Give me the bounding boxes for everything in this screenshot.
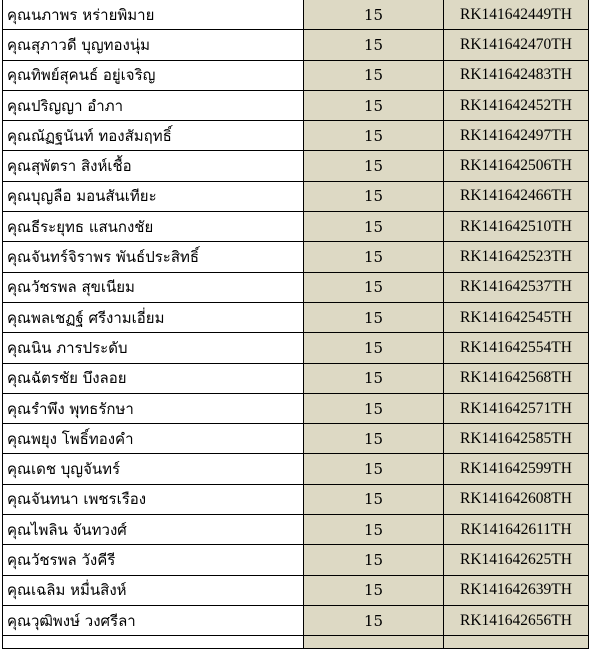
recipient-name-cell: คุณพลเชฏฐ์ ศรีงามเอี่ยม (3, 302, 304, 332)
quantity-cell: 15 (304, 363, 444, 393)
tracking-number-cell: RK141642470TH (444, 30, 589, 60)
tracking-sheet (2, 0, 588, 649)
table-row (3, 302, 589, 332)
table-row (3, 424, 589, 454)
table-row (3, 0, 589, 30)
quantity-cell: 15 (304, 515, 444, 545)
quantity-cell: 15 (304, 454, 444, 484)
quantity-cell: 15 (304, 545, 444, 575)
table-row (3, 454, 589, 484)
table-row (3, 60, 589, 90)
tracking-number-cell: RK141642611TH (444, 515, 589, 545)
tracking-number-cell: RK141642639TH (444, 575, 589, 605)
recipient-name-cell: คุณวุฒิพงษ์ วงศรีลา (3, 605, 304, 635)
recipient-name-cell: คุณณัฏฐนันท์ ทองสัมฤทธิ์ (3, 121, 304, 151)
table-row (3, 575, 589, 605)
tracking-number-cell: RK141642568TH (444, 363, 589, 393)
tracking-number-cell: RK141642537TH (444, 272, 589, 302)
tracking-number-cell: RK141642483TH (444, 60, 589, 90)
tracking-number-cell: RK141642656TH (444, 605, 589, 635)
table-row (3, 212, 589, 242)
tracking-number-cell: RK141642506TH (444, 151, 589, 181)
recipient-name-cell: คุณวัชรพล วังคีรี (3, 545, 304, 575)
recipient-name-cell: คุณปริญญา อำภา (3, 90, 304, 120)
quantity-cell: 15 (304, 30, 444, 60)
tracking-number-cell: RK141642571TH (444, 393, 589, 423)
tracking-number-cell: RK141642608TH (444, 484, 589, 514)
tracking-number-cell: RK141642466TH (444, 181, 589, 211)
recipient-name-cell: คุณบุญลือ มอนสันเทียะ (3, 181, 304, 211)
recipient-name-cell: คุณธีระยุทธ แสนกงชัย (3, 212, 304, 242)
tracking-number-cell: RK141642452TH (444, 90, 589, 120)
tracking-number-cell: RK141642449TH (444, 0, 589, 30)
quantity-cell: 15 (304, 302, 444, 332)
quantity-cell: 15 (304, 0, 444, 30)
table-row (3, 393, 589, 423)
table-row (3, 181, 589, 211)
quantity-cell: 15 (304, 575, 444, 605)
recipient-name-cell: คุณจันทร์จิราพร พันธ์ประสิทธิ์ (3, 242, 304, 272)
table-row (3, 121, 589, 151)
quantity-cell: 15 (304, 393, 444, 423)
quantity-cell: 15 (304, 333, 444, 363)
quantity-cell: 15 (304, 424, 444, 454)
recipient-name-cell: คุณฉัตรชัย บึงลอย (3, 363, 304, 393)
tracking-number-cell: RK141642554TH (444, 333, 589, 363)
table-row (3, 333, 589, 363)
tracking-number-cell: RK141642545TH (444, 302, 589, 332)
recipient-name-cell: คุณสุภาวดี บุญทองนุ่ม (3, 30, 304, 60)
quantity-cell: 15 (304, 151, 444, 181)
recipient-name-cell: คุณทิพย์สุคนธ์ อยู่เจริญ (3, 60, 304, 90)
empty-cell (3, 636, 304, 649)
recipient-name-cell: คุณไพลิน จันทวงศ์ (3, 515, 304, 545)
table-body (3, 0, 589, 649)
table-row (3, 272, 589, 302)
recipient-name-cell: คุณพยุง โพธิ์ทองคำ (3, 424, 304, 454)
recipient-name-cell: คุณนภาพร หร่ายพิมาย (3, 0, 304, 30)
table-row (3, 363, 589, 393)
quantity-cell: 15 (304, 121, 444, 151)
tracking-number-cell: RK141642585TH (444, 424, 589, 454)
table-row (3, 605, 589, 635)
quantity-cell: 15 (304, 60, 444, 90)
quantity-cell: 15 (304, 90, 444, 120)
recipient-name-cell: คุณวัชรพล สุขเนียม (3, 272, 304, 302)
tracking-number-cell: RK141642497TH (444, 121, 589, 151)
tracking-number-cell: RK141642510TH (444, 212, 589, 242)
tracking-number-cell: RK141642625TH (444, 545, 589, 575)
recipient-name-cell: คุณนิน ภารประดับ (3, 333, 304, 363)
quantity-cell: 15 (304, 272, 444, 302)
empty-cell (444, 636, 589, 649)
table-row (3, 484, 589, 514)
quantity-cell: 15 (304, 484, 444, 514)
table-row (3, 545, 589, 575)
table-row (3, 242, 589, 272)
tracking-number-cell: RK141642599TH (444, 454, 589, 484)
recipient-name-cell: คุณจันทนา เพชรเรือง (3, 484, 304, 514)
table-row (3, 90, 589, 120)
quantity-cell: 15 (304, 212, 444, 242)
table-row (3, 30, 589, 60)
recipient-name-cell: คุณเดช บุญจันทร์ (3, 454, 304, 484)
quantity-cell: 15 (304, 605, 444, 635)
table-row (3, 515, 589, 545)
quantity-cell: 15 (304, 242, 444, 272)
recipient-name-cell: คุณเฉลิม หมื่นสิงห์ (3, 575, 304, 605)
recipient-name-cell: คุณรำพึง พุทธรักษา (3, 393, 304, 423)
recipient-name-cell: คุณสุพัตรา สิงห์เชื้อ (3, 151, 304, 181)
table-row (3, 636, 589, 649)
tracking-table (2, 0, 589, 649)
tracking-number-cell: RK141642523TH (444, 242, 589, 272)
table-row (3, 151, 589, 181)
quantity-cell: 15 (304, 181, 444, 211)
empty-cell (304, 636, 444, 649)
